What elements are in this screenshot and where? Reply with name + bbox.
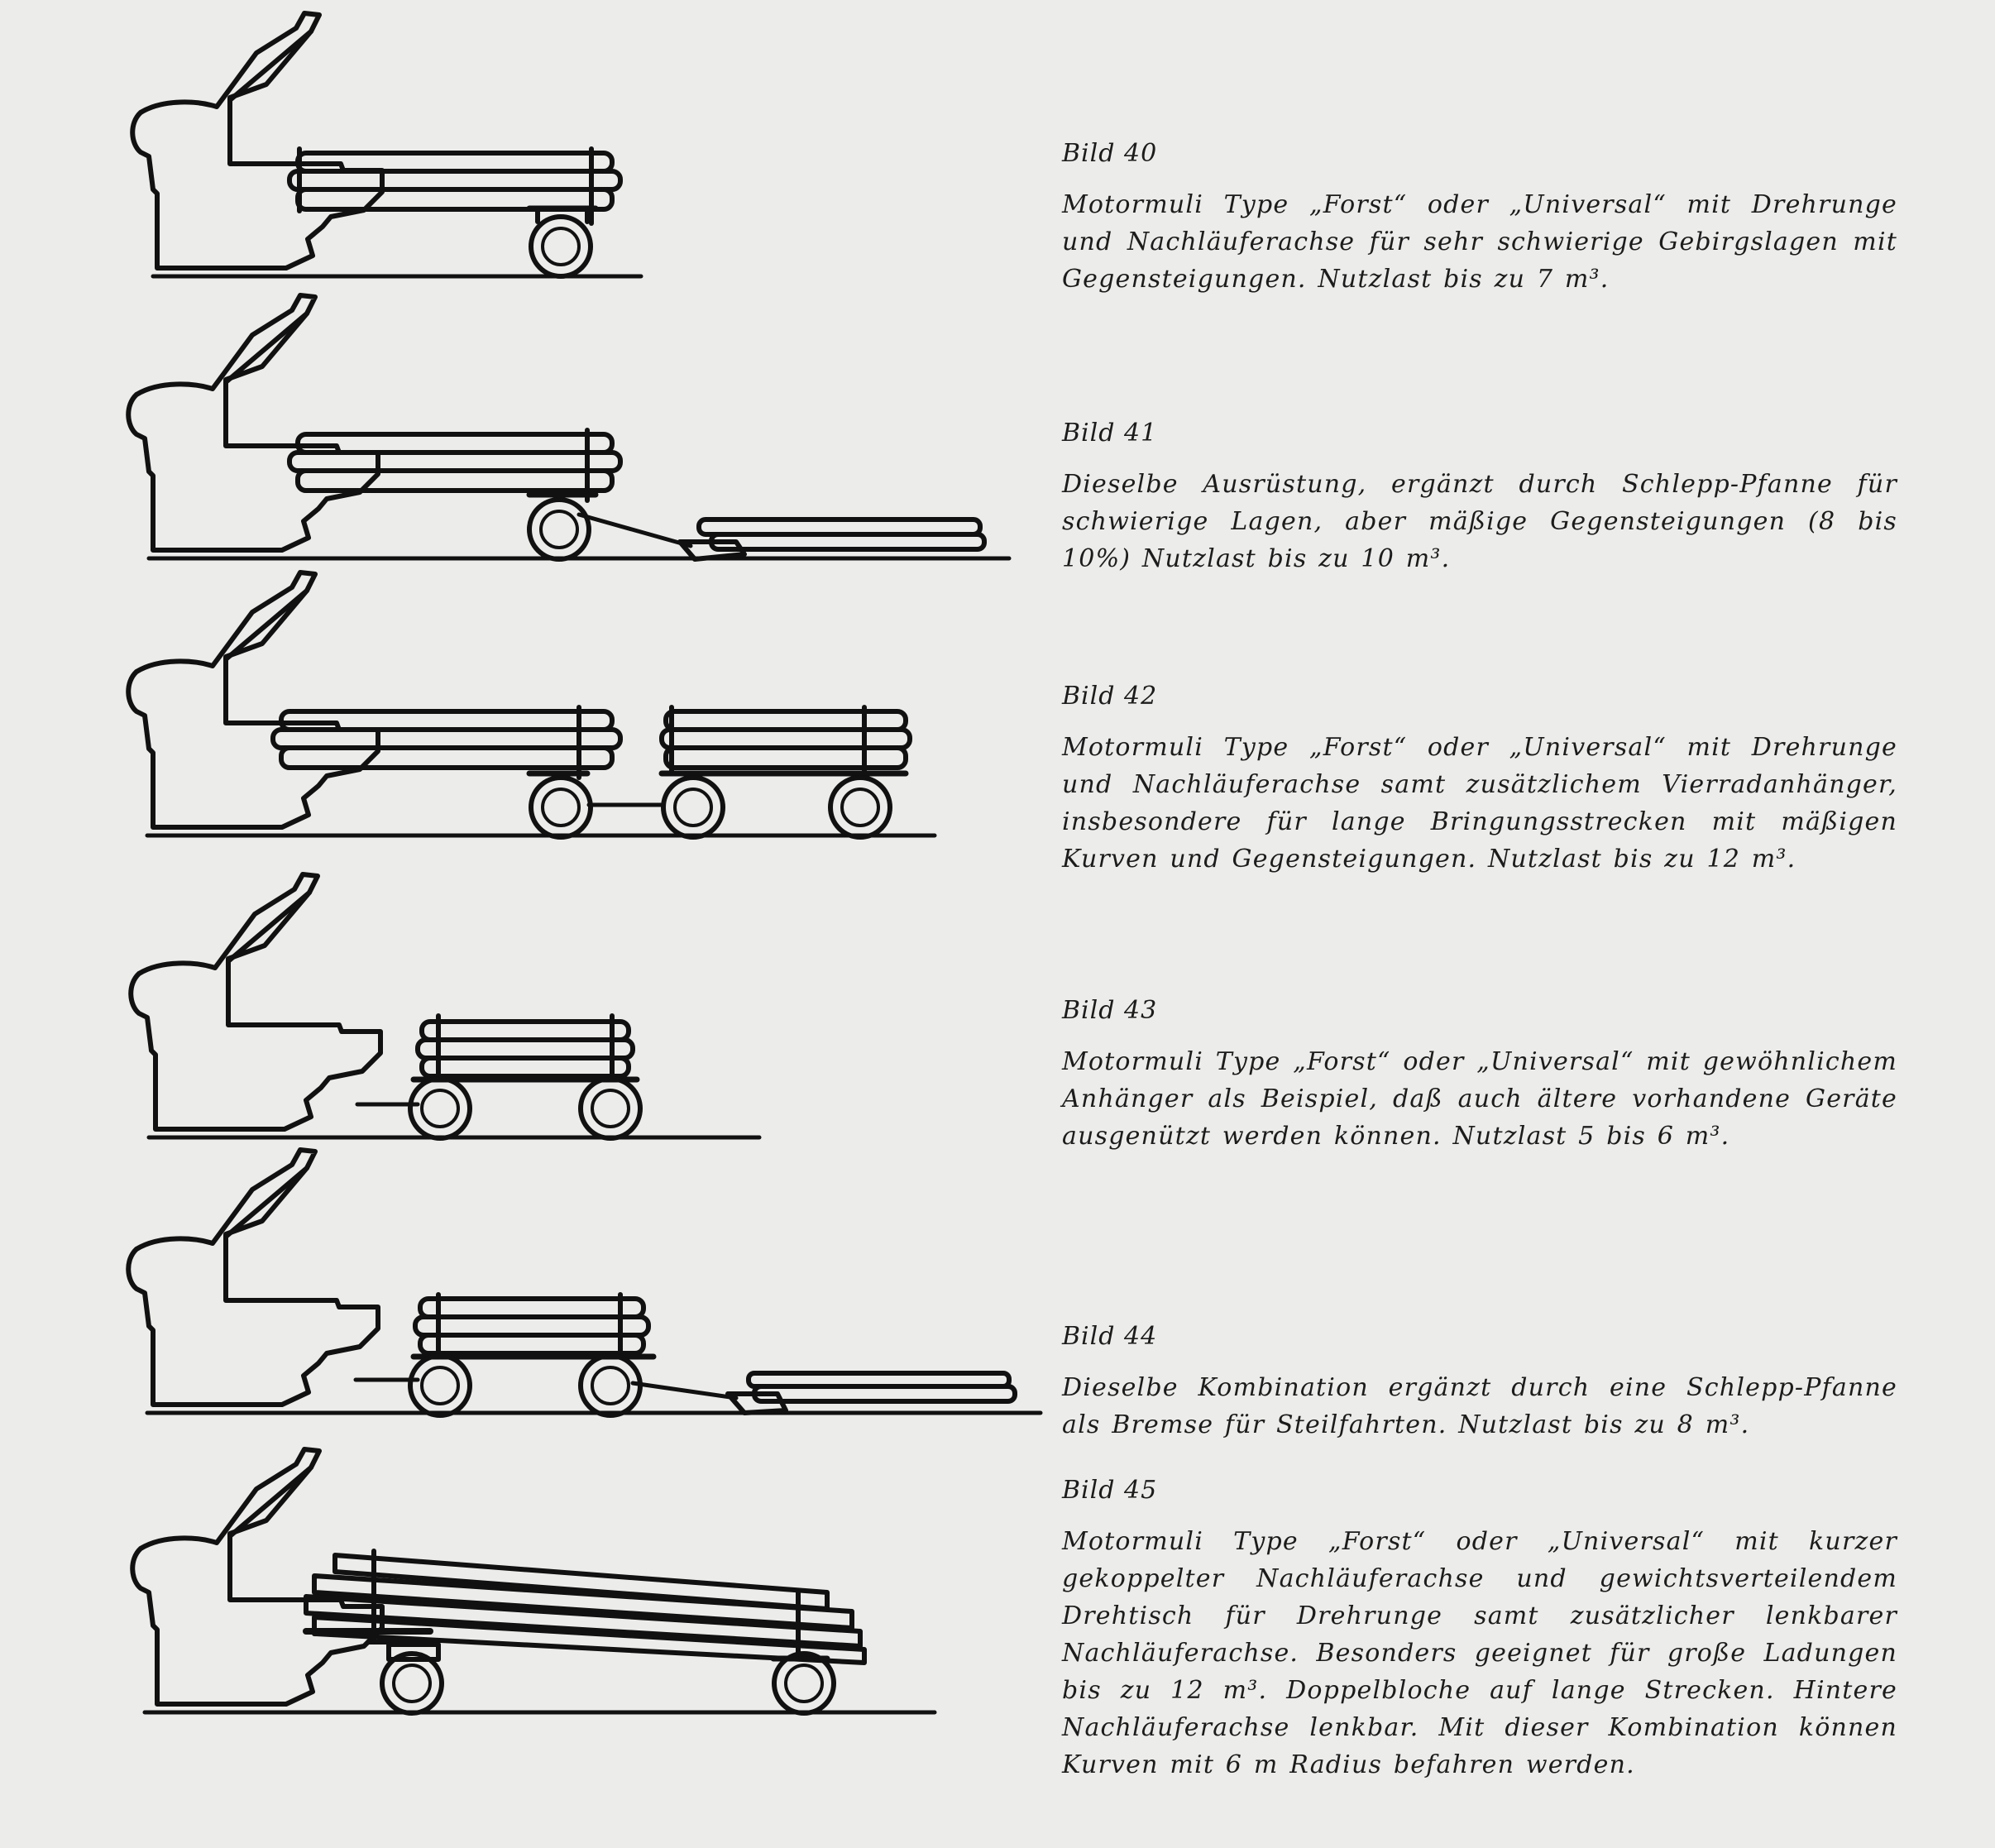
caption-text: Dieselbe Ausrüstung, ergänzt durch Schlepp-Pfanne für schwierige Lagen, aber mäßige Gegensteigungen (8 bis 10%) Nutzlast bis zu 10 m³.	[1062, 470, 1897, 573]
caption-bild-40	[1062, 139, 1897, 298]
caption-label: Bild 42	[1062, 682, 1158, 711]
caption-bild-42	[1062, 682, 1897, 878]
caption-text: Dieselbe Kombination ergänzt durch eine Schlepp-Pfanne als Bremse für Steilfahrten. Nutzlast bis zu 8 m³.	[1062, 1373, 1897, 1439]
caption-bild-41	[1062, 419, 1897, 577]
caption-label: Bild 43	[1062, 996, 1158, 1025]
caption-label: Bild 45	[1062, 1476, 1158, 1505]
caption-text: Motormuli Type „Forst“ oder „Universal“ mit kurzer gekoppelter Nachläuferachse und gewichtsverteilendem Drehtisch für Drehrunge samt zusätzlicher lenkbarer Nachläuferachse. Besonders geeignet für große Ladungen bis zu 12 m³. Doppelbloche auf lange Strecken. Hintere Nachläuferachse lenkbar. Mit dieser Kombination können Kurven mit 6 m Radius befahren werden.	[1062, 1527, 1897, 1779]
figure-42-drawing	[128, 572, 935, 837]
caption-text: Motormuli Type „Forst“ oder „Universal“ mit gewöhnlichem Anhänger als Beispiel, daß auch ältere vorhandene Geräte ausgenützt werden können. Nutzlast 5 bis 6 m³.	[1062, 1047, 1897, 1151]
figure-43-drawing	[131, 874, 759, 1138]
caption-label: Bild 41	[1062, 419, 1158, 448]
caption-label: Bild 40	[1062, 139, 1158, 168]
figure-40-drawing	[132, 13, 641, 276]
figure-44-drawing	[128, 1150, 1041, 1415]
figure-41-drawing	[128, 295, 1009, 559]
caption-bild-43	[1062, 996, 1897, 1155]
figure-45-drawing	[132, 1449, 935, 1713]
caption-text: Motormuli Type „Forst“ oder „Universal“ mit Drehrunge und Nachläuferachse samt zusätzlichem Vierradanhänger, insbesondere für lange Bringungsstrecken mit mäßigen Kurven und Gegensteigungen. Nutzlast bis zu 12 m³.	[1062, 733, 1897, 874]
caption-bild-45	[1062, 1476, 1897, 1783]
caption-text: Motormuli Type „Forst“ oder „Universal“ mit Drehrunge und Nachläuferachse für sehr schwierige Gebirgslagen mit Gegensteigungen. Nutzlast bis zu 7 m³.	[1062, 190, 1897, 294]
caption-label: Bild 44	[1062, 1322, 1158, 1351]
caption-bild-44	[1062, 1322, 1897, 1443]
